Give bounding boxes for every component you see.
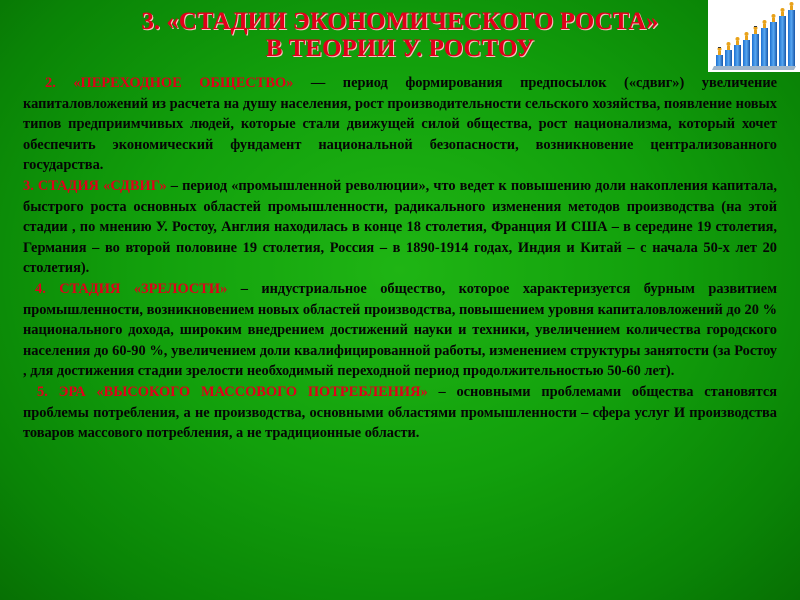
stage-3-text: – период «промышленной революции», что ведет к повышению доли накопления капитала, быстрого роста основных областей промышленности, радикального изменения методов производства (на этой стадии , по мнению У. Ростоу, Англия находилась в конце 18 столетия, Франция И США – в середине 19 столетия, Германия – во второй половине 19 столетия, Россия – в 1890-1914 годах, Индия и Китай – с начала 50-х лет 20 столетия). xyxy=(23,177,778,277)
paragraph-stage-3 xyxy=(23,176,777,279)
slide-body xyxy=(23,73,777,444)
stage-5-text: – основными проблемами общества становятся проблемы потребления, а не производства, основными областями промышленности – сфера услуг И производства товаров массового потребления, а не традиционные области. xyxy=(23,383,777,442)
title-line-2: В ТЕОРИИ У. РОСТОУ xyxy=(265,35,535,62)
title-line-1: 3. «СТАДИИ ЭКОНОМИЧЕСКОГО РОСТА» xyxy=(141,8,659,35)
stage-2-heading: 2. «ПЕРЕХОДНОЕ ОБЩЕСТВО» xyxy=(45,75,294,91)
growth-bar-chart-people-icon xyxy=(708,0,800,72)
paragraph-stage-4 xyxy=(23,279,777,382)
stage-4-text: – индустриальное общество, которое характеризуется бурным развитием промышленности, возникновением новых областей производства, повышением уровня капиталовложений до 20 % национального дохода, широким внедрением достижений науки и техники, увеличением количества городского населения до 60-90 %, увеличением доли квалифицированной работы, изменением структуры занятости (за Ростоу , для достижения стадии зрелости необходимый переходной период продолжительностью 50-60 лет). xyxy=(23,280,777,380)
stage-5-heading: 5. ЭРА «ВЫСОКОГО МАССОВОГО ПОТРЕБЛЕНИЯ» xyxy=(37,383,428,400)
stage-2-text: — период формирования предпосылок («сдвиг») увеличение капиталовложений из расчета на душу населения, рост производительности сельского хозяйства, появление новых типов предприимчивых людей, которые стали движущей силой общества, рост национализма, который хочет обеспечить экономический фундамент национальной безопасности, возникновение централизованного государства. xyxy=(23,75,778,174)
stage-4-heading: 4. СТАДИЯ «ЗРЕЛОСТИ» xyxy=(35,280,228,297)
growth-chart-graphic xyxy=(708,0,800,72)
slide-title xyxy=(80,8,720,62)
stage-3-heading: 3. СТАДИЯ «СДВИГ» xyxy=(23,177,167,194)
paragraph-stage-5 xyxy=(23,382,777,444)
paragraph-stage-2 xyxy=(23,73,777,176)
